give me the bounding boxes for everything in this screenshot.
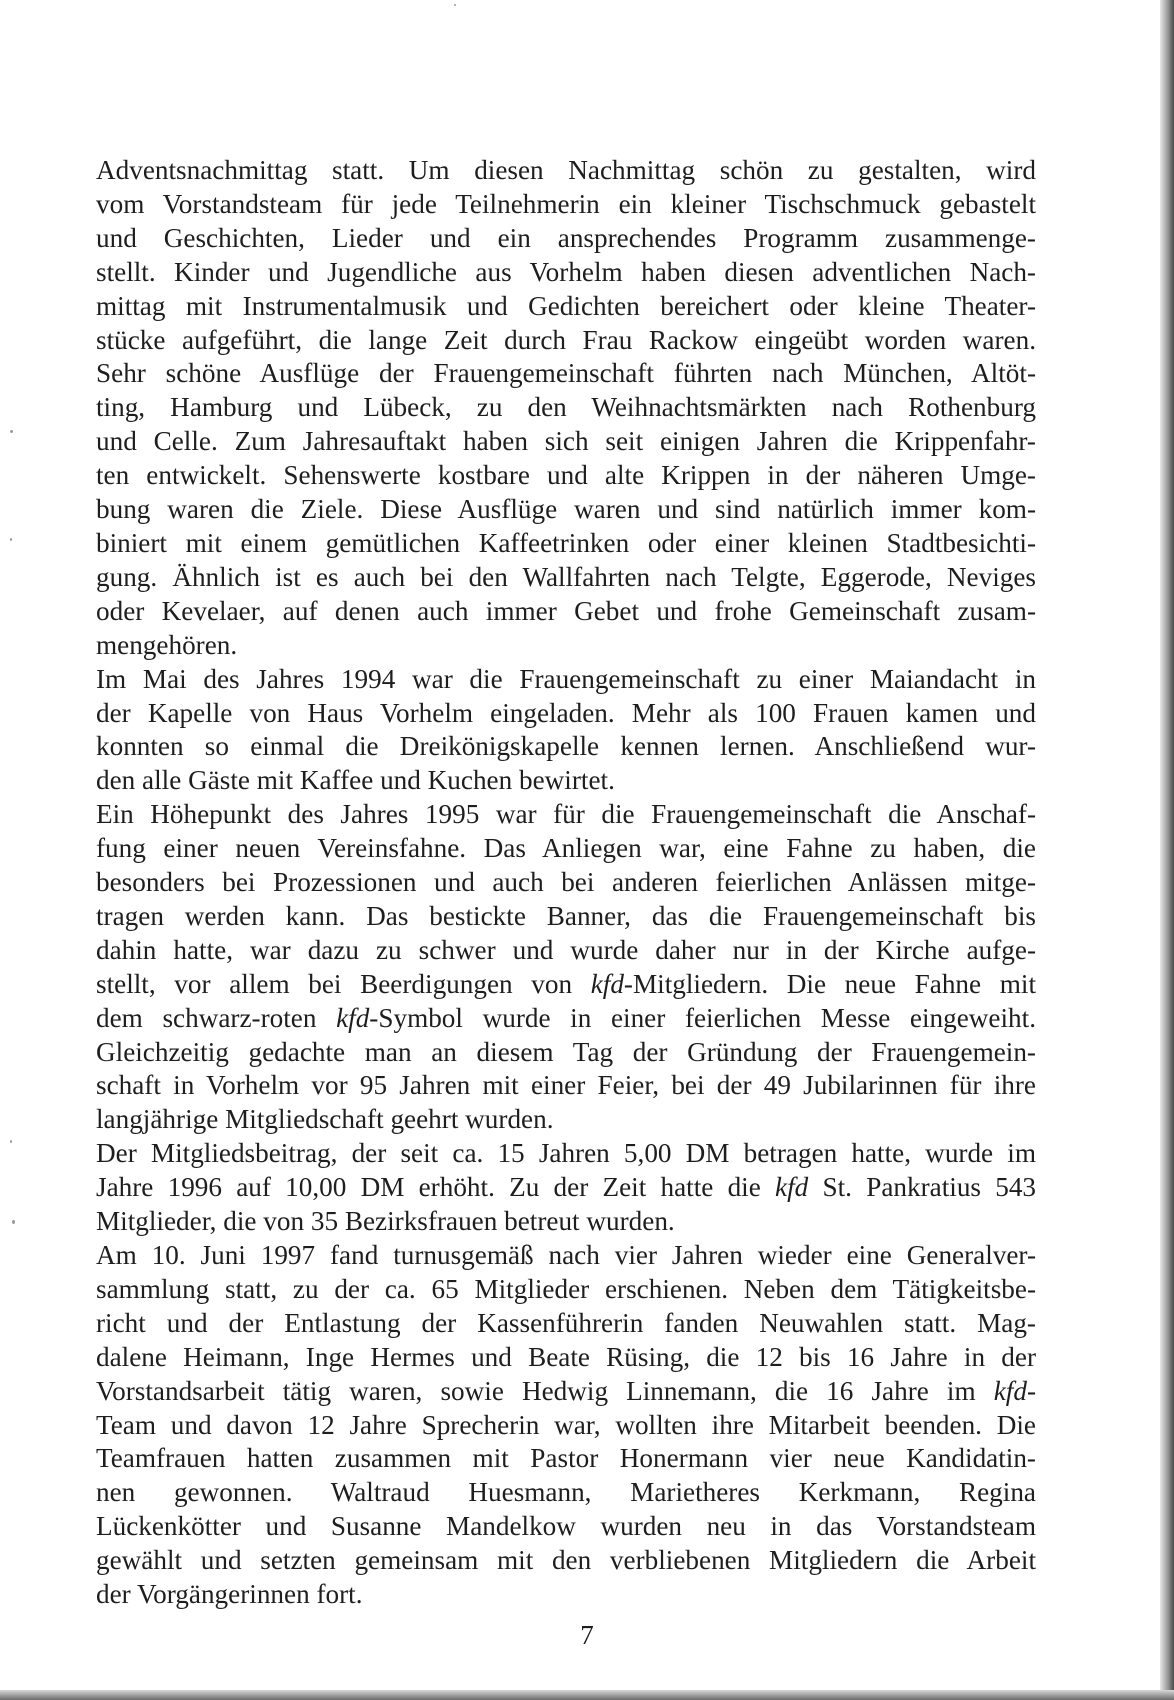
kfd-abbreviation: kfd xyxy=(590,968,624,999)
text-segment: Lückenkötter und Susanne Mandelkow wurden neu in das Vorstandsteam xyxy=(96,1511,1036,1542)
text-segment: Der Mitgliedsbeitrag, der seit ca. 15 Jahren 5,00 DM betragen hatte, wurde im xyxy=(96,1138,1036,1169)
scan-speck xyxy=(10,1140,12,1143)
scan-edge-right xyxy=(1160,0,1174,1700)
text-segment: nen gewonnen. Waltraud Huesmann, Marietheres Kerkmann, Regina xyxy=(96,1477,1036,1508)
text-line xyxy=(96,697,1036,731)
text-segment: und Geschichten, Lieder und ein ansprechendes Programm zusammenge- xyxy=(96,222,1036,253)
text-segment: Sehr schöne Ausflüge der Frauengemeinschaft führten nach München, Altöt- xyxy=(96,358,1036,389)
text-line xyxy=(96,256,1036,290)
text-segment: dalene Heimann, Inge Hermes und Beate Rüsing, die 12 bis 16 Jahre in der xyxy=(96,1341,1036,1372)
text-segment: Team und davon 12 Jahre Sprecherin war, wollten ihre Mitarbeit beenden. Die xyxy=(96,1409,1036,1440)
text-segment: dem schwarz-roten xyxy=(96,1002,337,1033)
text-segment: Teamfrauen hatten zusammen mit Pastor Honermann vier neue Kandidatin- xyxy=(96,1443,1036,1474)
text-segment: -Mitgliedern. Die neue Fahne mit xyxy=(623,968,1037,999)
scan-speck xyxy=(454,4,456,6)
text-line xyxy=(96,968,1036,1002)
text-line xyxy=(96,1137,1036,1171)
text-line xyxy=(96,1036,1036,1070)
text-segment: dahin hatte, war dazu zu schwer und wurde daher nur in der Kirche aufge- xyxy=(96,934,1036,965)
text-segment: und Celle. Zum Jahresauftakt haben sich seit einigen Jahren die Krippenfahr- xyxy=(96,426,1036,457)
text-line xyxy=(96,391,1036,425)
scan-speck xyxy=(10,538,12,541)
text-segment: Gleichzeitig gedachte man an diesem Tag der Gründung der Frauengemein- xyxy=(96,1036,1036,1067)
text-line xyxy=(96,1307,1036,1341)
text-line xyxy=(96,1069,1036,1103)
text-segment: Ein Höhepunkt des Jahres 1995 war für die Frauengemeinschaft die Anschaf- xyxy=(96,799,1036,830)
text-line xyxy=(96,1002,1036,1036)
text-segment: mittag mit Instrumentalmusik und Gedichten bereichert oder kleine Theater- xyxy=(96,290,1036,321)
text-segment: richt und der Entlastung der Kassenführerin fanden Neuwahlen statt. Mag- xyxy=(96,1307,1036,1338)
text-line xyxy=(96,1476,1036,1510)
text-line xyxy=(96,1273,1036,1307)
kfd-abbreviation: kfd xyxy=(336,1002,370,1033)
text-line xyxy=(96,561,1036,595)
text-line xyxy=(96,764,1036,798)
text-segment: vom Vorstandsteam für jede Teilnehmerin ein kleiner Tischschmuck gebastelt xyxy=(96,188,1036,219)
text-line xyxy=(96,900,1036,934)
text-segment: schaft in Vorhelm vor 95 Jahren mit einer Feier, bei der 49 Jubilarinnen für ihre xyxy=(96,1070,1036,1101)
text-line xyxy=(96,1205,1036,1239)
text-segment: Am 10. Juni 1997 fand turnusgemäß nach vier Jahren wieder eine Generalver- xyxy=(96,1240,1036,1270)
text-line xyxy=(96,1578,1036,1612)
text-segment: stücke aufgeführt, die lange Zeit durch Frau Rackow eingeübt worden waren. xyxy=(96,324,1036,355)
text-line xyxy=(96,1442,1036,1476)
kfd-abbreviation: kfd xyxy=(775,1172,809,1203)
text-segment: oder Kevelaer, auf denen auch immer Gebet und frohe Gemeinschaft zusam- xyxy=(96,595,1036,626)
text-segment: Im Mai des Jahres 1994 war die Frauengemeinschaft zu einer Maiandacht in xyxy=(96,663,1036,694)
scan-speck xyxy=(10,430,13,433)
text-segment: der Vorgängerinnen fort. xyxy=(96,1579,363,1610)
text-line xyxy=(96,1341,1036,1375)
text-line xyxy=(96,290,1036,324)
text-segment: fung einer neuen Vereinsfahne. Das Anliegen war, eine Fahne zu haben, die xyxy=(96,833,1036,864)
text-segment: St. Pankratius 543 xyxy=(808,1172,1037,1203)
text-line xyxy=(96,527,1036,561)
text-segment: ting, Hamburg und Lübeck, zu den Weihnachtsmärkten nach Rothenburg xyxy=(96,392,1036,423)
paragraph xyxy=(96,798,1036,1137)
text-line xyxy=(96,595,1036,629)
text-segment: besonders bei Prozessionen und auch bei anderen feierlichen Anlässen mitge- xyxy=(96,867,1036,898)
text-line xyxy=(96,222,1036,256)
text-segment: der Kapelle von Haus Vorhelm eingeladen. Mehr als 100 Frauen kamen und xyxy=(96,697,1036,728)
body-text xyxy=(96,154,1036,1612)
text-segment: gung. Ähnlich ist es auch bei den Wallfahrten nach Telgte, Eggerode, Neviges xyxy=(96,561,1036,592)
text-segment: bung waren die Ziele. Diese Ausflüge waren und sind natürlich immer kom- xyxy=(96,494,1036,525)
text-segment: Mitglieder, die von 35 Bezirksfrauen betreut wurden. xyxy=(96,1206,675,1237)
text-line xyxy=(96,154,1036,188)
text-line xyxy=(96,1103,1036,1137)
text-line xyxy=(96,493,1036,527)
text-segment: stellt. Kinder und Jugendliche aus Vorhelm haben diesen adventlichen Nach- xyxy=(96,256,1036,287)
text-segment: biniert mit einem gemütlichen Kaffeetrinken oder einer kleinen Stadtbesichti- xyxy=(96,527,1036,558)
text-line xyxy=(96,357,1036,391)
text-line xyxy=(96,1239,1036,1273)
scan-speck xyxy=(12,1220,15,1224)
text-segment: Jahre 1996 auf 10,00 DM erhöht. Zu der Zeit hatte die xyxy=(96,1172,776,1203)
text-line xyxy=(96,832,1036,866)
text-segment: Vorstandsarbeit tätig waren, sowie Hedwig Linnemann, die 16 Jahre im xyxy=(96,1375,994,1406)
text-line xyxy=(96,1510,1036,1544)
text-line xyxy=(96,798,1036,832)
text-line xyxy=(96,663,1036,697)
kfd-abbreviation: kfd xyxy=(993,1375,1027,1406)
text-segment: gewählt und setzten gemeinsam mit den verbliebenen Mitgliedern die Arbeit xyxy=(96,1545,1036,1576)
text-line xyxy=(96,934,1036,968)
paragraph xyxy=(96,663,1036,799)
text-segment: mengehören. xyxy=(96,629,238,660)
text-line xyxy=(96,324,1036,358)
text-segment: - xyxy=(1026,1375,1036,1406)
text-segment: sammlung statt, zu der ca. 65 Mitglieder erschienen. Neben dem Tätigkeitsbe- xyxy=(96,1273,1036,1304)
paragraph xyxy=(96,1239,1036,1612)
text-line xyxy=(96,1409,1036,1443)
text-line xyxy=(96,629,1036,663)
text-segment: -Symbol wurde in einer feierlichen Messe eingeweiht. xyxy=(369,1002,1036,1033)
page-number: 7 xyxy=(580,1620,594,1650)
text-segment: langjährige Mitgliedschaft geehrt wurden. xyxy=(96,1104,554,1135)
text-segment: Adventsnachmittag statt. Um diesen Nachmittag schön zu gestalten, wird xyxy=(96,155,1036,185)
text-line xyxy=(96,1544,1036,1578)
scan-edge-bottom xyxy=(0,1690,1174,1700)
paragraph xyxy=(96,154,1036,663)
text-segment: stellt, vor allem bei Beerdigungen von xyxy=(96,968,591,999)
text-segment: tragen werden kann. Das bestickte Banner, das die Frauengemeinschaft bis xyxy=(96,900,1036,931)
text-segment: ten entwickelt. Sehenswerte kostbare und alte Krippen in der näheren Umge- xyxy=(96,460,1036,491)
text-line xyxy=(96,459,1036,493)
text-line xyxy=(96,730,1036,764)
text-line xyxy=(96,1375,1036,1409)
paragraph xyxy=(96,1137,1036,1239)
text-line xyxy=(96,188,1036,222)
text-segment: konnten so einmal die Dreikönigskapelle kennen lernen. Anschließend wur- xyxy=(96,731,1036,762)
text-line xyxy=(96,425,1036,459)
text-line xyxy=(96,1171,1036,1205)
text-segment: den alle Gäste mit Kaffee und Kuchen bewirtet. xyxy=(96,765,615,796)
text-line xyxy=(96,866,1036,900)
